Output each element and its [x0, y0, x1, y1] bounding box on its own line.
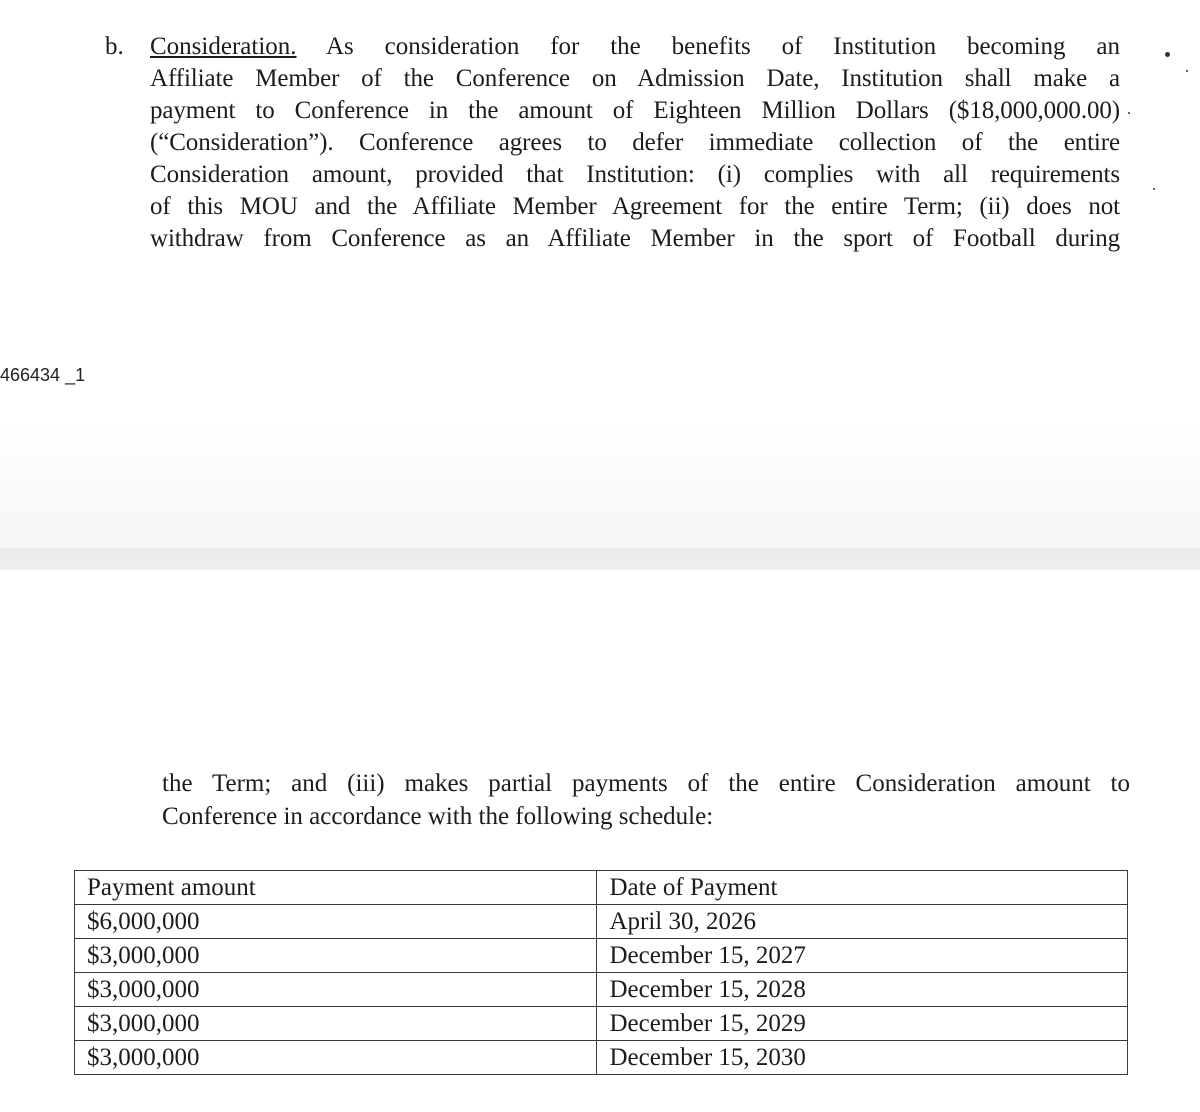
payment-date-cell: December 15, 2028	[597, 973, 1128, 1007]
clause-line-6: of this MOU and the Affiliate Member Agreement for the entire Term; (ii) does not	[150, 193, 1120, 220]
clause-line-5: Consideration amount, provided that Institution: (i) complies with all requirements	[150, 161, 1120, 188]
table-header-row	[75, 871, 1128, 905]
table-row	[75, 939, 1128, 973]
scan-speck	[1186, 70, 1188, 72]
table-row	[75, 1007, 1128, 1041]
clause-line-2: Affiliate Member of the Conference on Admission Date, Institution shall make a	[150, 65, 1120, 92]
table-row	[75, 905, 1128, 939]
scan-speck	[1128, 112, 1130, 114]
payment-amount-cell: $3,000,000	[75, 1007, 597, 1041]
payment-amount-cell: $6,000,000	[75, 905, 597, 939]
payment-amount-cell: $3,000,000	[75, 1041, 597, 1075]
table-row	[75, 973, 1128, 1007]
payment-date-cell: April 30, 2026	[597, 905, 1128, 939]
payment-date-cell: December 15, 2027	[597, 939, 1128, 973]
table-row	[75, 1041, 1128, 1075]
header-date-of-payment: Date of Payment	[597, 871, 1128, 905]
clause-line-1-text: As consideration for the benefits of Institution becoming an	[326, 33, 1120, 60]
header-payment-amount: Payment amount	[75, 871, 597, 905]
continuation-line-2: Conference in accordance with the following schedule:	[162, 803, 714, 830]
payment-date-cell: December 15, 2029	[597, 1007, 1128, 1041]
document-id-footer: 466434 _1	[0, 365, 86, 385]
page-one-bottom-margin	[0, 420, 1200, 548]
page-break-divider	[0, 548, 1200, 570]
payment-schedule-table	[74, 870, 1128, 1075]
payment-amount-cell: $3,000,000	[75, 939, 597, 973]
payment-date-cell: December 15, 2030	[597, 1041, 1128, 1075]
clause-heading: Consideration.	[150, 33, 297, 60]
clause-line-1	[105, 31, 1120, 63]
clause-label: b.	[105, 33, 124, 60]
clause-line-7: withdraw from Conference as an Affiliate Member in the sport of Football during	[150, 225, 1120, 252]
scan-speck	[1165, 52, 1170, 57]
continuation-line-1: the Term; and (iii) makes partial payments of the entire Consideration amount to	[162, 770, 1130, 797]
payment-amount-cell: $3,000,000	[75, 973, 597, 1007]
clause-line-3: payment to Conference in the amount of Eighteen Million Dollars ($18,000,000.00)	[150, 97, 1120, 124]
scan-speck	[1153, 188, 1155, 190]
clause-line-4: (“Consideration”). Conference agrees to defer immediate collection of the entire	[150, 129, 1120, 156]
